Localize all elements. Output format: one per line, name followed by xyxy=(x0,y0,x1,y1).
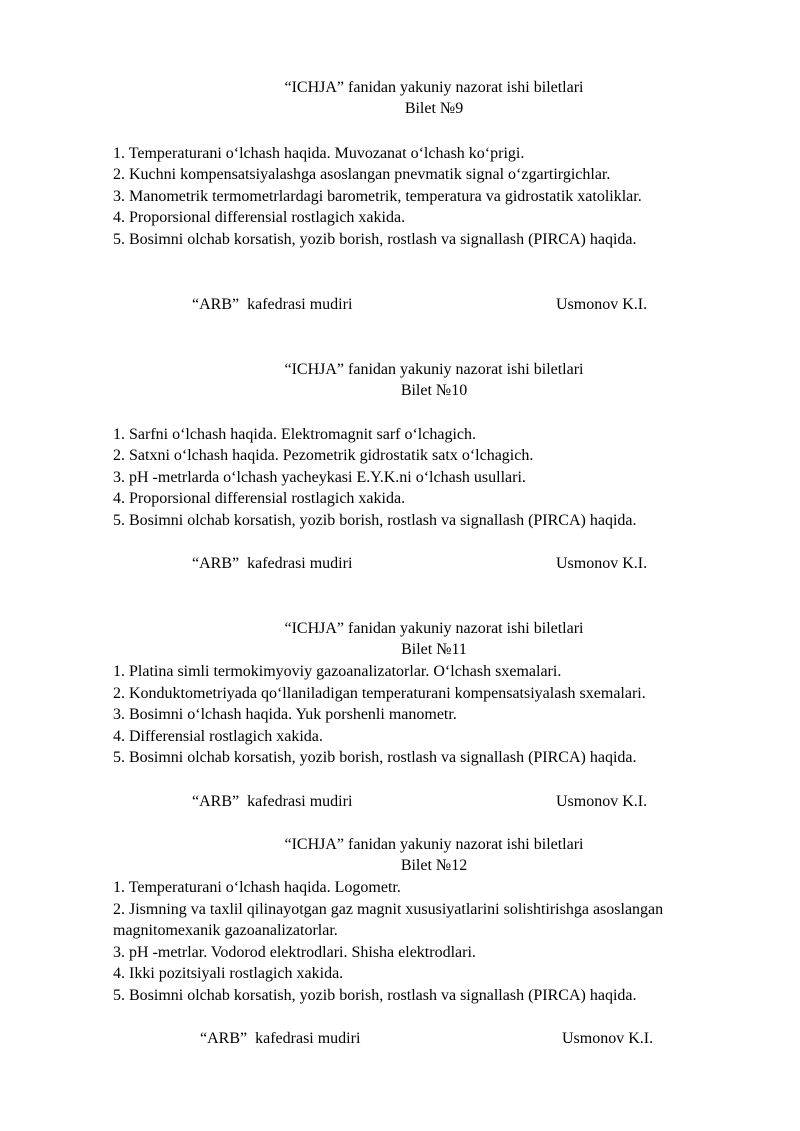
question-item: 2. Satxni o‘lchash haqida. Pezometrik gidrostatik satx o‘lchagich. xyxy=(113,447,534,464)
question-item: 1. Temperaturani o‘lchash haqida. Logometr. xyxy=(113,879,401,896)
ticket-number: Bilet №9 xyxy=(404,100,464,117)
ticket-title: “ICHJA” fanidan yakuniy nazorat ishi biletlari xyxy=(284,79,584,96)
question-item: 4. Differensial rostlagich xakida. xyxy=(113,728,323,745)
question-item: 3. pH -metrlarda o‘lchash yacheykasi E.Y.K.ni o‘lchash usullari. xyxy=(113,469,526,486)
question-item: 3. pH -metrlar. Vodorod elektrodlari. Shisha elektrodlari. xyxy=(113,944,476,961)
signature-label: “ARB” kafedrasi mudiri xyxy=(192,296,353,313)
question-item: 2. Konduktometriyada qo‘llaniladigan temperaturani kompensatsiyalash sxemalari. xyxy=(113,685,646,702)
question-item: 5. Bosimni olchab korsatish, yozib borish, rostlash va signallash (PIRCA) haqida. xyxy=(113,749,637,766)
question-item: 1. Platina simli termokimyoviy gazoanalizatorlar. O‘lchash sxemalari. xyxy=(113,663,562,680)
ticket-number: Bilet №11 xyxy=(401,641,467,658)
ticket-title: “ICHJA” fanidan yakuniy nazorat ishi biletlari xyxy=(284,620,584,637)
question-item: 2. Kuchni kompensatsiyalashga asoslangan pnevmatik signal o‘zgartirgichlar. xyxy=(113,166,611,183)
signature-label: “ARB” kafedrasi mudiri xyxy=(200,1030,361,1047)
question-item: 5. Bosimni olchab korsatish, yozib borish, rostlash va signallash (PIRCA) haqida. xyxy=(113,231,637,248)
ticket-number: Bilet №12 xyxy=(400,857,468,874)
question-item: 4. Proporsional differensial rostlagich xakida. xyxy=(113,209,406,226)
signature-name: Usmonov K.I. xyxy=(556,296,648,313)
question-item: 1. Temperaturani o‘lchash haqida. Muvozanat o‘lchash ko‘prigi. xyxy=(113,145,525,162)
signature-name: Usmonov K.I. xyxy=(556,793,648,810)
question-item: 4. Proporsional differensial rostlagich xakida. xyxy=(113,490,406,507)
question-item: 3. Bosimni o‘lchash haqida. Yuk porshenli manometr. xyxy=(113,706,457,723)
question-item: 4. Ikki pozitsiyali rostlagich xakida. xyxy=(113,965,344,982)
question-item: 2. Jismning va taxlil qilinayotgan gaz magnit xususiyatlarini solishtirishga asoslangan magnitomexanik gazoanalizatorlar. xyxy=(113,901,664,939)
ticket-title: “ICHJA” fanidan yakuniy nazorat ishi biletlari xyxy=(284,361,584,378)
ticket-title: “ICHJA” fanidan yakuniy nazorat ishi biletlari xyxy=(284,836,584,853)
signature-name: Usmonov K.I. xyxy=(556,555,648,572)
question-item: 3. Manometrik termometrlardagi barometrik, temperatura va gidrostatik xatoliklar. xyxy=(113,188,642,205)
question-item: 1. Sarfni o‘lchash haqida. Elektromagnit sarf o‘lchagich. xyxy=(113,426,476,443)
signature-label: “ARB” kafedrasi mudiri xyxy=(192,793,353,810)
question-item: 5. Bosimni olchab korsatish, yozib borish, rostlash va signallash (PIRCA) haqida. xyxy=(113,512,637,529)
ticket-number: Bilet №10 xyxy=(400,382,468,399)
question-item: 5. Bosimni olchab korsatish, yozib borish, rostlash va signallash (PIRCA) haqida. xyxy=(113,987,637,1004)
signature-label: “ARB” kafedrasi mudiri xyxy=(192,555,353,572)
signature-name: Usmonov K.I. xyxy=(562,1030,654,1047)
